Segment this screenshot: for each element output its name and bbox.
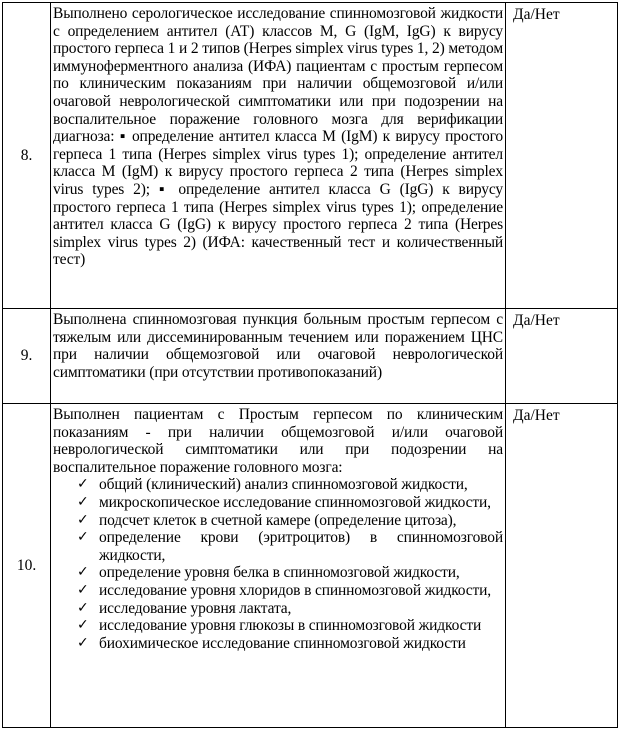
list-item-label: подсчет клеток в счетной камере (определение цитоза), [99,511,457,529]
list-item-label: исследование уровня лактата, [99,599,292,617]
criterion-intro: Выполнен пациентам с Простым герпесом по клиническим показаниям - при наличии общемозговой и/или очаговой неврологической симптоматики или при подозрении на воспалительное поражение головного мозга: [53,406,503,476]
row-number: 10. [3,404,51,728]
table-row [3,3,618,309]
check-mark-icon: ✓ [77,599,89,616]
list-item-label: определение уровня белка в спинномозговой жидкости, [99,564,460,582]
row-number: 8. [3,3,51,309]
checklist [53,476,503,652]
list-item [53,600,503,618]
check-mark-icon: ✓ [77,476,89,493]
list-item [53,512,503,530]
list-item-label: определение крови (эритроцитов) в спинномозговой жидкости, [99,529,503,564]
check-mark-icon: ✓ [77,617,89,634]
list-item [53,617,503,635]
list-item [53,476,503,494]
criterion-text: Выполнено серологическое исследование спинномозговой жидкости с определением антител (АТ) классов M, G (IgM, IgG) к вирусу простого герпеса 1 и 2 типов (Herpes simplex virus types 1, 2) методом иммуноферментного анализа (ИФА) пациентам с простым герпесом по клиническим показаниям при наличии общемозговой и/или очаговой неврологической симптоматики или при подозрении на воспалительное поражение головного мозга для верификации диагноза: ▪ определение антител класса M (IgM) к вирусу простого герпеса 1 типа (Herpes simplex virus types 1); определение антител класса M (IgM) к вирусу простого герпеса 2 типа (Herpes simplex virus types 2); ▪ определение антител класса G (IgG) к вирусу простого герпеса 1 типа (Herpes simplex virus types 1); определение антител класса G (IgG) к вирусу простого герпеса 2 типа (Herpes simplex virus types 2) (ИФА: качественный тест и количественный тест) [51,3,506,309]
list-item-label: исследование уровня глюкозы в спинномозговой жидкости [99,617,482,635]
list-item-label: микроскопическое исследование спинномозговой жидкости, [99,493,491,511]
list-item [53,635,503,653]
answer-cell: Да/Нет [506,404,618,728]
table-row [3,404,618,728]
criteria-table [2,2,618,728]
check-mark-icon: ✓ [77,511,89,528]
check-mark-icon: ✓ [77,493,89,510]
list-item [53,582,503,600]
criterion-text [51,404,506,728]
list-item-label: биохимическое исследование спинномозговой жидкости [99,634,466,652]
row-number: 9. [3,309,51,404]
table-row [3,309,618,404]
check-mark-icon: ✓ [77,581,89,598]
answer-cell: Да/Нет [506,309,618,404]
list-item [53,564,503,582]
check-mark-icon: ✓ [77,529,89,546]
list-item [53,494,503,512]
check-mark-icon: ✓ [77,564,89,581]
list-item [53,529,503,564]
check-mark-icon: ✓ [77,634,89,651]
list-item-label: исследование уровня хлоридов в спинномозговой жидкости, [99,581,492,599]
list-item-label: общий (клинический) анализ спинномозговой жидкости, [99,476,468,494]
answer-cell: Да/Нет [506,3,618,309]
criterion-text: Выполнена спинномозговая пункция больным простым герпесом с тяжелым или диссеминированным течением или поражением ЦНС при наличии общемозговой или очаговой неврологической симптоматики (при отсутствии противопоказаний) [51,309,506,404]
